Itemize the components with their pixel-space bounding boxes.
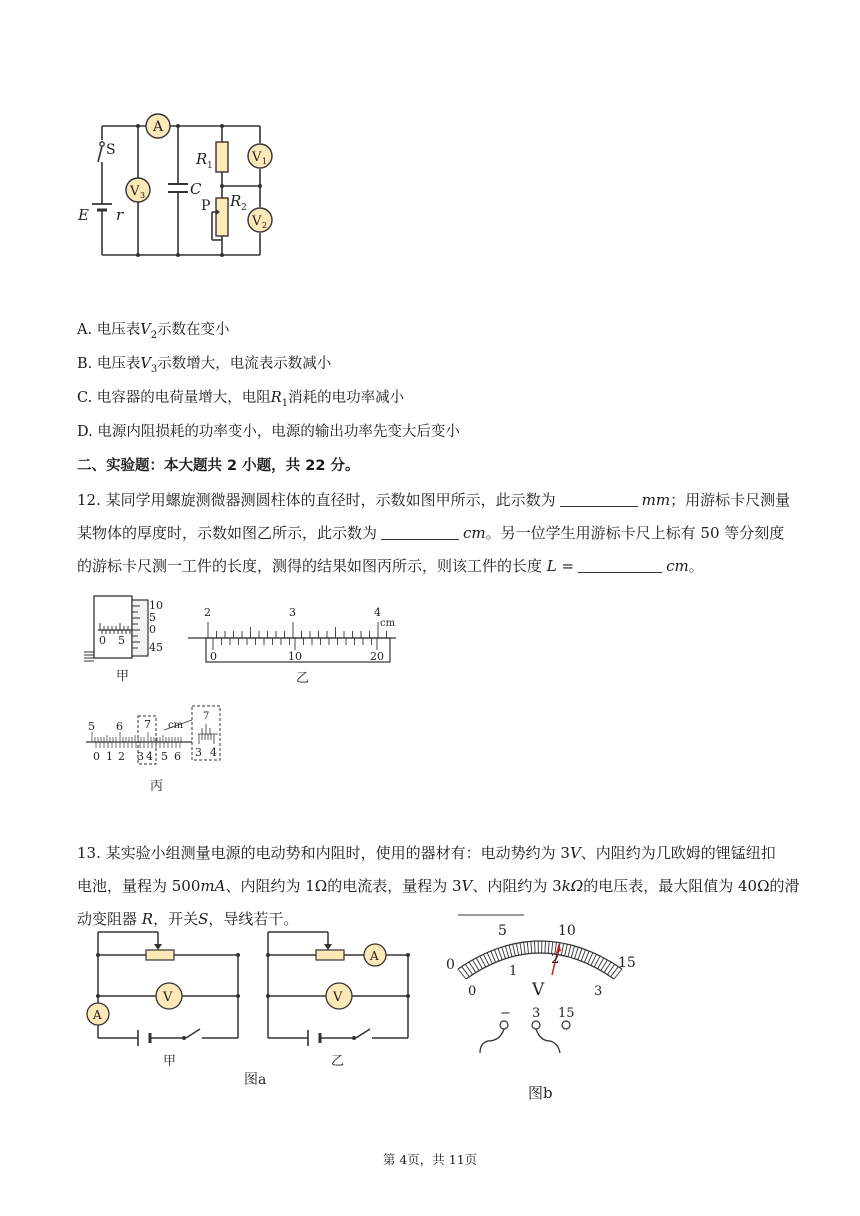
dial-tick <box>524 942 526 954</box>
svg-text:15: 15 <box>558 1006 575 1021</box>
ammeter-label-jia: A <box>93 1008 102 1022</box>
svg-text:6: 6 <box>116 720 123 733</box>
answer-blank-1[interactable] <box>560 492 638 507</box>
q12-line1: 12. 某同学用螺旋测微器测圆柱体的直径时，示数如图甲所示，此示数为 mm；用游标卡尺测量 <box>77 491 791 509</box>
svg-text:2: 2 <box>118 750 125 763</box>
dial-tick <box>516 943 518 955</box>
svg-text:15: 15 <box>618 955 636 971</box>
capacitor-label: C <box>190 180 202 198</box>
v1-label: V <box>252 150 262 165</box>
svg-text:4: 4 <box>146 750 153 763</box>
svg-text:5: 5 <box>88 720 95 733</box>
r1-label: R <box>196 150 208 168</box>
dial-tick <box>548 941 549 953</box>
svg-text:3: 3 <box>140 191 146 200</box>
dial-tick <box>520 943 522 955</box>
svg-text:3: 3 <box>289 606 296 619</box>
v2-label: V <box>252 214 262 229</box>
svg-text:2: 2 <box>204 606 211 619</box>
dial-tick <box>502 947 506 959</box>
svg-text:3: 3 <box>195 746 202 759</box>
dial-tick <box>584 951 589 962</box>
svg-text:−: − <box>500 1006 511 1021</box>
svg-text:0: 0 <box>149 623 156 636</box>
dial-tick <box>575 947 579 959</box>
voltmeter-label-yi: V <box>333 990 343 1005</box>
svg-text:6: 6 <box>174 750 181 763</box>
caption-circuit-yi: 乙 <box>331 1054 345 1069</box>
dial-tick <box>513 944 516 956</box>
svg-text:45: 45 <box>149 641 163 654</box>
q12-line2: 某物体的厚度时，示数如图乙所示，此示数为 cm。另一位学生用游标卡尺上标有 50 等分刻度 <box>77 524 785 542</box>
dial-tick <box>568 945 571 957</box>
svg-text:1: 1 <box>106 750 113 763</box>
svg-text:0: 0 <box>446 957 455 973</box>
dial-tick <box>527 942 528 954</box>
dial-tick <box>487 953 492 964</box>
svg-text:1: 1 <box>509 964 518 979</box>
dial-tick <box>561 943 563 955</box>
emf-label: E <box>78 206 89 224</box>
svg-text:3: 3 <box>532 1006 541 1021</box>
slider-label: P <box>201 198 211 214</box>
dial-tick <box>545 941 546 953</box>
internal-r-label: r <box>116 206 124 224</box>
switch-label: S <box>106 142 116 158</box>
option-c: C. 电容器的电荷量增大，电阻$R_1$消耗的电功率减小 <box>77 390 405 409</box>
q13-line1: 13. 某实验小组测量电源的电动势和内阻时，使用的器材有：电动势约为 3V、内阻约为几欧姆的锂锰纽扣 <box>77 844 776 862</box>
svg-text:2: 2 <box>262 221 268 230</box>
caption-figure-b: 图b <box>528 1084 553 1102</box>
caption-yi: 乙 <box>296 671 310 686</box>
dial-tick <box>581 950 585 961</box>
dial-tick <box>578 948 582 959</box>
svg-text:0: 0 <box>210 650 217 663</box>
svg-text:1: 1 <box>207 161 213 171</box>
svg-text:5: 5 <box>498 923 507 939</box>
svg-text:0: 0 <box>468 984 477 999</box>
svg-text:20: 20 <box>370 650 384 663</box>
circuit-figure <box>70 100 290 270</box>
ammeter-label-yi: A <box>370 949 379 963</box>
dial-tick <box>509 945 512 957</box>
svg-text:2: 2 <box>551 952 560 967</box>
svg-text:10: 10 <box>558 923 576 939</box>
section-heading: 二、实验题：本大题共 2 小题，共 22 分。 <box>77 458 360 474</box>
answer-blank-3[interactable] <box>578 558 662 573</box>
svg-text:4: 4 <box>210 746 217 759</box>
micrometer-figure <box>78 592 173 687</box>
svg-text:7: 7 <box>203 711 210 722</box>
svg-text:cm: cm <box>168 720 184 731</box>
v3-label: V <box>130 184 140 199</box>
dial-tick <box>535 941 536 953</box>
dial-tick <box>505 946 508 958</box>
voltmeter-label-jia: V <box>163 990 173 1005</box>
dial-tick <box>498 948 502 959</box>
q12-line3: 的游标卡尺测一工件的长度，测得的结果如图丙所示，则该工件的长度 L = cm。 <box>77 557 704 575</box>
svg-text:5: 5 <box>118 634 125 647</box>
dial-tick <box>565 944 568 956</box>
svg-text:3: 3 <box>137 750 144 763</box>
dial-tick <box>531 941 532 953</box>
svg-text:3: 3 <box>594 984 603 999</box>
caption-figure-a: 图a <box>244 1072 267 1088</box>
svg-text:1: 1 <box>262 157 268 166</box>
voltmeter-dial-figure <box>440 905 640 1105</box>
svg-text:0: 0 <box>93 750 100 763</box>
svg-text:cm: cm <box>380 618 396 629</box>
svg-text:10: 10 <box>288 650 302 663</box>
svg-text:5: 5 <box>161 750 168 763</box>
caption-bing: 丙 <box>150 779 164 794</box>
q13-line3: 动变阻器 R，开关S，导线若干。 <box>77 910 299 928</box>
answer-blank-2[interactable] <box>381 525 459 540</box>
svg-text:2: 2 <box>241 203 247 213</box>
voltmeter-v-label: V <box>532 980 545 1000</box>
svg-text:7: 7 <box>144 718 151 731</box>
vernier-caliper-figure-yi <box>182 600 402 690</box>
dial-tick <box>571 946 574 958</box>
svg-text:4: 4 <box>374 606 381 619</box>
caption-jia: 甲 <box>116 669 130 684</box>
svg-text:10: 10 <box>149 599 163 612</box>
svg-text:0: 0 <box>99 634 106 647</box>
vernier-caliper-figure-bing <box>82 702 242 802</box>
dial-tick <box>588 953 593 964</box>
option-d: D. 电源内阻损耗的功率变小，电源的输出功率先变大后变小 <box>77 424 460 440</box>
dial-tick <box>491 951 496 962</box>
page-footer: 第 4页，共 11页 <box>382 1152 478 1167</box>
circuit-figure-a <box>78 920 428 1095</box>
option-b: B. 电压表$V_3$示数增大，电流表示数减小 <box>77 356 332 375</box>
dial-tick <box>494 950 498 961</box>
caption-circuit-jia: 甲 <box>163 1054 177 1069</box>
q13-line2: 电池，量程为 500mA、内阻约为 1Ω的电流表，量程为 3V、内阻约为 3kΩ的电压表，最大阻值为 40Ω的滑 <box>77 877 800 895</box>
svg-text:5: 5 <box>149 611 156 624</box>
ammeter-label: A <box>153 119 164 135</box>
option-a: A. 电压表$V_2$示数在变小 <box>77 322 230 341</box>
r2-label: R <box>230 192 242 210</box>
